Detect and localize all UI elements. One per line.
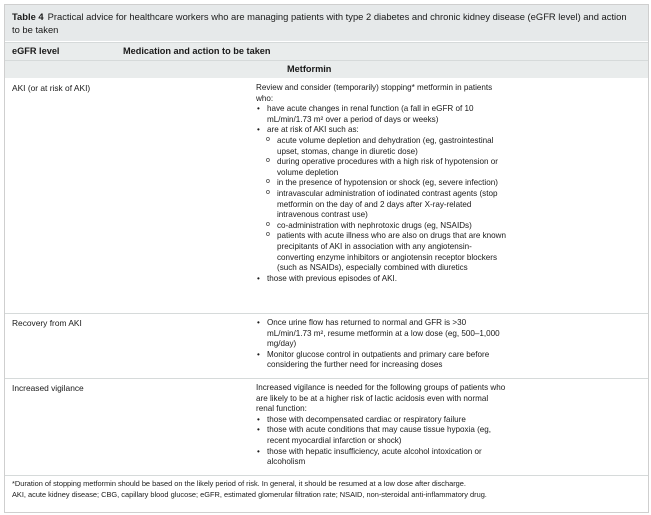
aki-subbullet-1: o acute volume depletion and dehydration (eg, gastrointestinal upset, stomas, change in diuretic dose) bbox=[256, 136, 506, 157]
aki-bullet-2: • are at risk of AKI such as: bbox=[256, 125, 506, 136]
row-label-aki: AKI (or at risk of AKI) bbox=[12, 83, 91, 93]
row-label-vigilance: Increased vigilance bbox=[12, 383, 84, 393]
table-title-band bbox=[5, 5, 648, 41]
row-divider bbox=[5, 313, 648, 314]
vigilance-bullet-1: • those with decompensated cardiac or respiratory failure bbox=[256, 415, 506, 426]
table-title bbox=[12, 11, 632, 36]
footnote-duration: *Duration of stopping metformin should be based on the likely period of risk. In general, it should be resumed at a low dose after discharge. bbox=[12, 479, 466, 488]
aki-subbullet-5: o co-administration with nephrotoxic drugs (eg, NSAIDs) bbox=[256, 221, 506, 232]
aki-bullet-3: • those with previous episodes of AKI. bbox=[256, 274, 506, 285]
row-content-recovery bbox=[256, 318, 506, 371]
aki-subbullet-4: o intravascular administration of iodinated contrast agents (stop metformin on the day of and 2 days after X-ray-related intravenous contrast use) bbox=[256, 189, 506, 221]
footnote-abbreviations: AKI, acute kidney disease; CBG, capillary blood glucose; eGFR, estimated glomerular filtration rate; NSAID, non-steroidal anti-inflammatory drug. bbox=[12, 489, 487, 499]
practical-advice-table bbox=[4, 4, 649, 513]
recovery-bullet-2: • Monitor glucose control in outpatients and primary care before considering the further need for increasing doses bbox=[256, 350, 506, 371]
aki-intro: Review and consider (temporarily) stopping* metformin in patients who: bbox=[256, 83, 493, 103]
subheader-metformin: Metformin bbox=[287, 64, 332, 74]
recovery-bullet-1: • Once urine flow has returned to normal and GFR is >30 mL/min/1.73 m², resume metformin at a low dose (eg, 500–1,000 mg/day) bbox=[256, 318, 506, 350]
vigilance-bullet-3: • those with hepatic insufficiency, acute alcohol intoxication or alcoholism bbox=[256, 447, 506, 468]
column-header-row bbox=[5, 42, 648, 61]
subheader-row bbox=[5, 61, 648, 78]
header-medication-action: Medication and action to be taken bbox=[123, 46, 271, 56]
row-divider bbox=[5, 378, 648, 379]
aki-subbullet-2: o during operative procedures with a high risk of hypotension or volume depletion bbox=[256, 157, 506, 178]
table-number: Table 4 bbox=[12, 11, 44, 22]
header-egfr-level: eGFR level bbox=[12, 46, 60, 56]
aki-bullet-1: • have acute changes in renal function (a fall in eGFR of 10 mL/min/1.73 m² over a period of days or weeks) bbox=[256, 104, 506, 125]
row-content-aki bbox=[256, 83, 506, 284]
table-footnotes bbox=[12, 479, 642, 500]
footnote-divider bbox=[5, 475, 648, 476]
row-label-recovery: Recovery from AKI bbox=[12, 318, 82, 328]
vigilance-bullet-2: • those with acute conditions that may cause tissue hypoxia (eg, recent myocardial infarction or shock) bbox=[256, 425, 506, 446]
table-caption: Practical advice for healthcare workers who are managing patients with type 2 diabetes and chronic kidney disease (eGFR level) and action to be taken bbox=[12, 11, 627, 35]
aki-subbullet-3: o in the presence of hypotension or shock (eg, severe infection) bbox=[256, 178, 506, 189]
vigilance-intro: Increased vigilance is needed for the following groups of patients who are likely to be at a higher risk of lactic acidosis even with normal renal function: bbox=[256, 383, 506, 414]
aki-subbullet-6: o patients with acute illness who are also on drugs that are known precipitants of AKI in association with any angiotensin-converting enzyme inhibitors or angiotensin receptor blockers (such as NSAIDs), especially combined with diuretics bbox=[256, 231, 506, 273]
row-content-vigilance bbox=[256, 383, 506, 468]
